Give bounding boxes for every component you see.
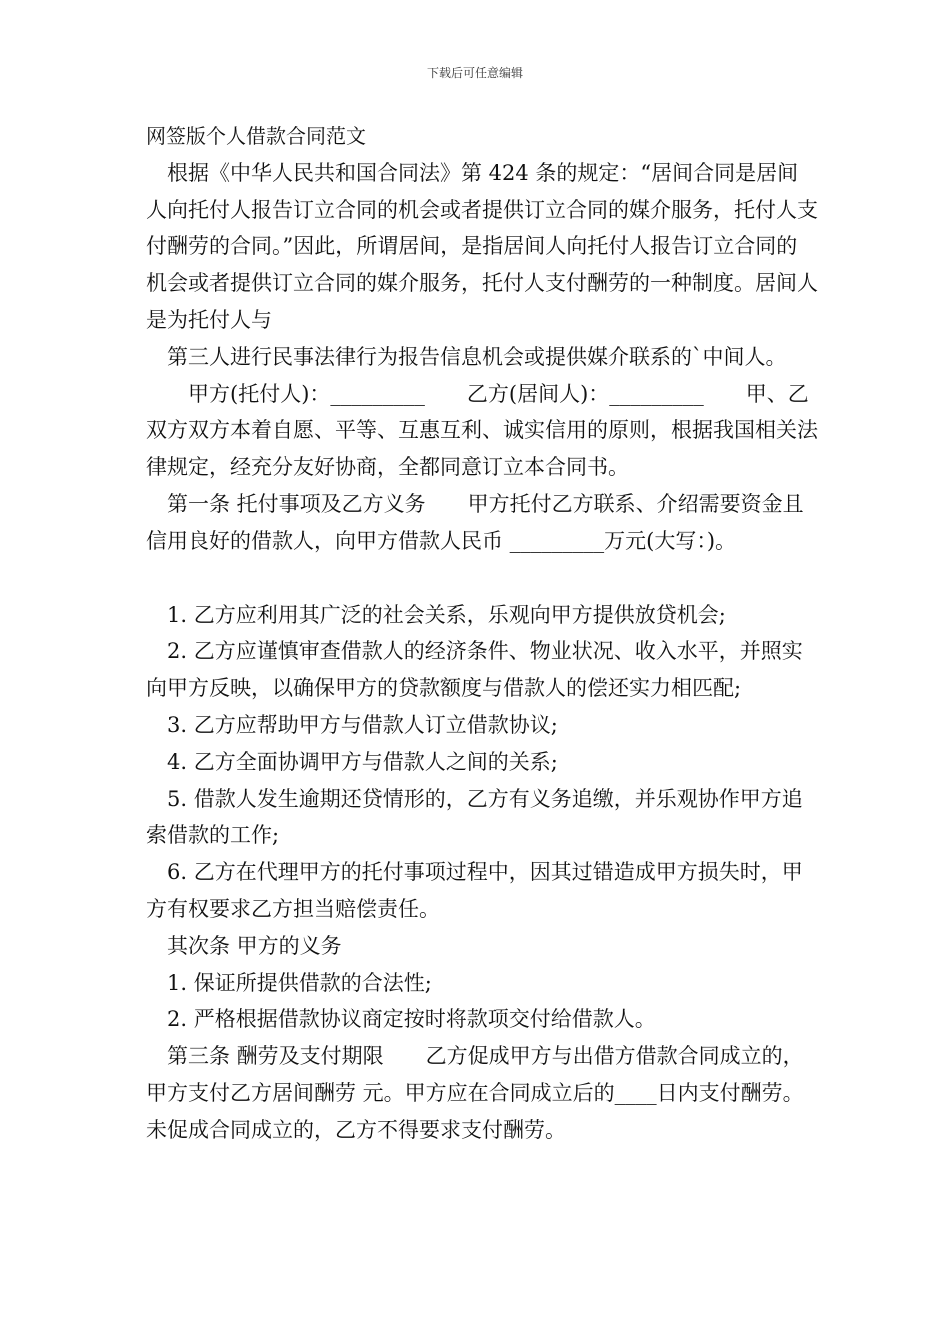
blank-line bbox=[146, 560, 818, 597]
list-item: 6. 乙方在代理甲方的托付事项过程中，因其过错造成甲方损失时，甲方有权要求乙方担当赔偿责任。 bbox=[146, 860, 803, 921]
list-item: 5. 借款人发生逾期还贷情形的，乙方有义务追缴，并乐观协作甲方追索借款的工作; bbox=[146, 786, 803, 848]
list-item: 4. 乙方全面协调甲方与借款人之间的关系; bbox=[167, 749, 558, 774]
list-item: 3. 乙方应帮助甲方与借款人订立借款协议; bbox=[167, 712, 558, 737]
paragraph-intro-cont: 第三人进行民事法律行为报告信息机会或提供媒介联系的`中间人。 bbox=[167, 344, 787, 369]
list-item: 2. 严格根据借款协议商定按时将款项交付给借款人。 bbox=[167, 1007, 656, 1032]
list-item: 2. 乙方应谨慎审查借款人的经济条件、物业状况、收入水平，并照实向甲方反映，以确保甲方的贷款额度与借款人的偿还实力相匹配; bbox=[146, 639, 803, 701]
document-body bbox=[146, 118, 818, 1149]
article-2-heading: 其次条 甲方的义务 bbox=[167, 933, 342, 958]
paragraph-article-1: 第一条 托付事项及乙方义务 甲方托付乙方联系、介绍需要资金且信用良好的借款人，向甲方借款人民币 _________万元(大写：)。 bbox=[146, 491, 804, 553]
paragraph-parties: 甲方(托付人)：_________ 乙方(居间人)：_________ 甲、乙双方双方本着自愿、平等、互惠互利、诚实信用的原则，根据我国相关法律规定，经充分友好协商，全都同意订立本合同书。 bbox=[146, 381, 818, 480]
document-title: 网签版个人借款合同范文 bbox=[146, 124, 366, 148]
list-item: 1. 乙方应利用其广泛的社会关系，乐观向甲方提供放贷机会; bbox=[167, 602, 726, 627]
paragraph-article-3: 第三条 酬劳及支付期限 乙方促成甲方与出借方借款合同成立的，甲方支付乙方居间酬劳 元。甲方应在合同成立后的____日内支付酬劳。未促成合同成立的，乙方不得要求支付酬劳。 bbox=[146, 1044, 804, 1142]
paragraph-intro: 根据《中华人民共和国合同法》第 424 条的规定：“居间合同是居间人向托付人报告订立合同的机会或者提供订立合同的媒介服务，托付人支付酬劳的合同。”因此，所谓居间，是指居间人向托付人报告订立合同的机会或者提供订立合同的媒介服务，托付人支付酬劳的一种制度。居间人是为托付人与 bbox=[146, 160, 818, 332]
list-item: 1. 保证所提供借款的合法性; bbox=[167, 970, 432, 995]
page-header: 下载后可任意编辑 bbox=[426, 66, 523, 80]
